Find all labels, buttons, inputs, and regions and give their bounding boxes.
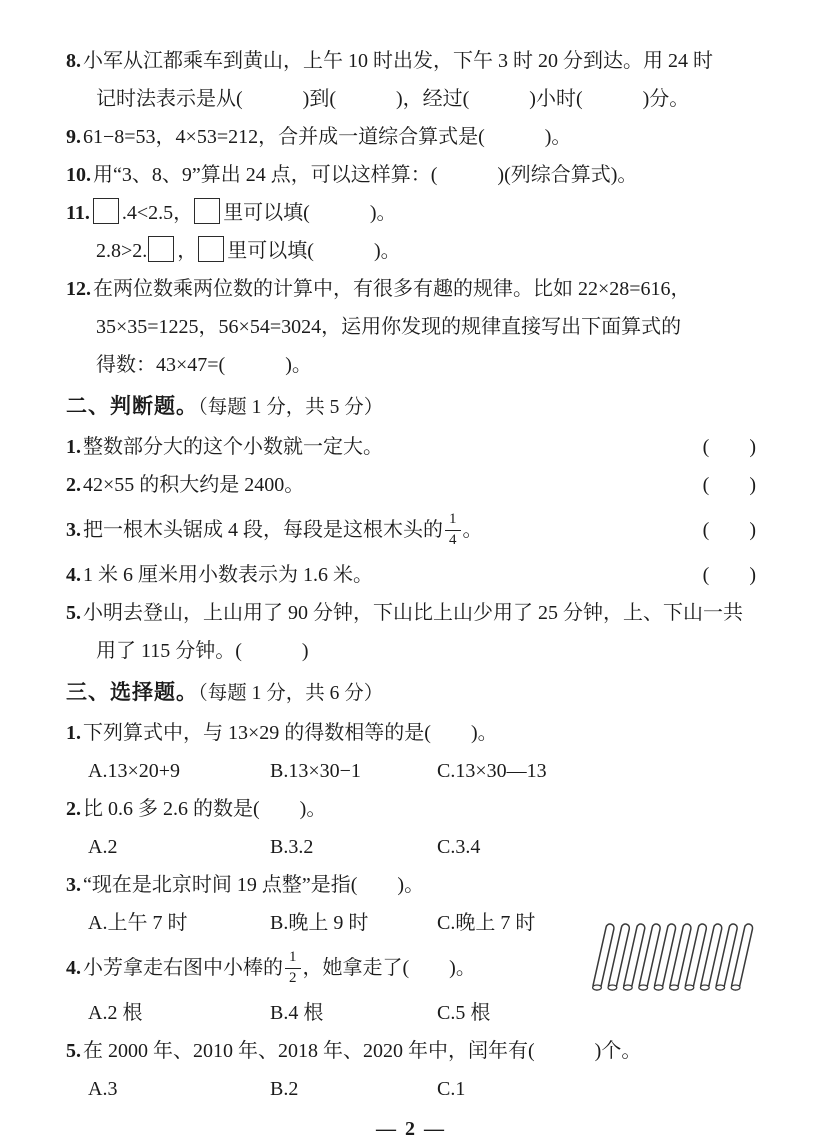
question-text: 42×55 的积大约是 2400。 [83, 474, 305, 496]
question-text: 在 2000 年、2010 年、2018 年、2020 年中，闰年有( )个。 [83, 1040, 642, 1062]
fraction-denominator: 4 [449, 531, 457, 548]
option-c: C.3.4 [437, 836, 481, 858]
question-text: 小军从江都乘车到黄山，上午 10 时出发，下午 3 时 20 分到达。用 24 时 [83, 50, 713, 72]
choice-question-5-options [66, 1070, 756, 1108]
question-text: 1 米 6 厘米用小数表示为 1.6 米。 [83, 564, 373, 586]
blank-box [148, 236, 174, 262]
option-c: C.晚上 7 时 [437, 912, 536, 934]
choice-question-3 [66, 866, 756, 904]
section-judge-header [66, 386, 756, 428]
option-c: C.5 根 [437, 1002, 491, 1024]
question-text: 整数部分大的这个小数就一定大。 [83, 436, 383, 458]
question-number: 2. [66, 798, 81, 820]
answer-parentheses: ( ) [702, 436, 756, 458]
question-text: 用了 115 分钟。( ) [96, 640, 309, 662]
choice-question-5 [66, 1032, 756, 1070]
judge-question-3 [66, 504, 756, 556]
question-12-line-2 [66, 308, 756, 346]
judge-question-5-line-1 [66, 594, 756, 632]
answer-parentheses: ( ) [702, 474, 756, 496]
question-text: 35×35=1225，56×54=3024，运用你发现的规律直接写出下面算式的 [96, 316, 682, 338]
question-text: 。 [462, 519, 483, 541]
question-number: 3. [66, 519, 81, 541]
question-9 [66, 118, 756, 156]
option-b: B.晚上 9 时 [270, 912, 369, 934]
question-number: 11. [66, 202, 90, 224]
question-number: 2. [66, 474, 81, 496]
choice-question-2-options [66, 828, 756, 866]
choice-question-2 [66, 790, 756, 828]
question-text: 比 0.6 多 2.6 的数是( )。 [83, 798, 327, 820]
option-c: C.13×30—13 [437, 760, 547, 782]
question-number: 4. [66, 564, 81, 586]
option-b: B.2 [270, 1078, 299, 1100]
question-text: 小芳拿走右图中小棒的 [83, 957, 283, 979]
section-title: 三、选择题。 [66, 680, 198, 704]
question-text: 得数：43×47=( )。 [96, 354, 312, 376]
choice-question-1-options [66, 752, 756, 790]
question-text: 用“3、8、9”算出 24 点，可以这样算：( )(列综合算式)。 [93, 164, 638, 186]
choice-question-4-options [66, 994, 756, 1032]
fraction-numerator: 1 [285, 949, 301, 969]
blank-box [93, 198, 119, 224]
question-12-line-1 [66, 270, 756, 308]
question-text: 下列算式中，与 13×29 的得数相等的是( )。 [83, 722, 498, 744]
page-number: — 2 — [376, 1118, 446, 1140]
question-text: 把一根木头锯成 4 段，每段是这根木头的 [83, 519, 443, 541]
judge-question-1 [66, 428, 756, 466]
answer-parentheses: ( ) [702, 564, 756, 586]
choice-question-1 [66, 714, 756, 752]
section-note: （每题 1 分，共 5 分） [198, 397, 384, 418]
question-number: 9. [66, 126, 81, 148]
section-note: （每题 1 分，共 6 分） [198, 683, 384, 704]
option-a: A.2 [88, 836, 118, 858]
judge-question-5-line-2 [66, 632, 756, 670]
question-text: 里可以填( )。 [223, 202, 397, 224]
option-b: B.4 根 [270, 1002, 324, 1024]
question-10 [66, 156, 756, 194]
question-8-line-1 [66, 42, 756, 80]
blank-box [194, 198, 220, 224]
question-number: 1. [66, 722, 81, 744]
question-text: .4<2.5， [121, 202, 194, 224]
question-12-line-3 [66, 346, 756, 384]
answer-parentheses: ( ) [702, 519, 756, 541]
question-number: 1. [66, 436, 81, 458]
option-b: B.3.2 [270, 836, 314, 858]
option-c: C.1 [437, 1078, 466, 1100]
blank-box [198, 236, 224, 262]
question-8-line-2 [66, 80, 756, 118]
question-text: 记时法表示是从( )到( )，经过( )小时( )分。 [96, 88, 690, 110]
question-number: 12. [66, 278, 91, 300]
question-number: 3. [66, 874, 81, 896]
question-text: ， [177, 240, 198, 262]
question-text: 里可以填( )。 [227, 240, 401, 262]
question-text: “现在是北京时间 19 点整”是指( )。 [83, 874, 425, 896]
question-number: 5. [66, 602, 81, 624]
option-a: A.13×20+9 [88, 760, 181, 782]
question-text: 2.8>2. [96, 240, 148, 262]
fraction [285, 949, 301, 988]
fraction-numerator: 1 [445, 511, 461, 531]
judge-question-2 [66, 466, 756, 504]
option-b: B.13×30−1 [270, 760, 361, 782]
section-choice-header [66, 672, 756, 714]
question-number: 10. [66, 164, 91, 186]
judge-question-4 [66, 556, 756, 594]
fraction-denominator: 2 [289, 969, 297, 986]
option-a: A.2 根 [88, 1002, 143, 1024]
question-11-line-2 [66, 232, 756, 270]
question-number: 4. [66, 957, 81, 979]
option-a: A.3 [88, 1078, 118, 1100]
sticks-figure [586, 920, 758, 996]
fraction [445, 511, 461, 550]
section-title: 二、判断题。 [66, 394, 198, 418]
question-text: 在两位数乘两位数的计算中，有很多有趣的规律。比如 22×28=616， [93, 278, 691, 300]
option-a: A.上午 7 时 [88, 912, 188, 934]
question-number: 8. [66, 50, 81, 72]
question-number: 5. [66, 1040, 81, 1062]
question-text: 小明去登山，上山用了 90 分钟，下山比上山少用了 25 分钟，上、下山一共 [83, 602, 743, 624]
question-11-line-1 [66, 194, 756, 232]
question-text: ，她拿走了( )。 [302, 957, 476, 979]
question-text: 61−8=53，4×53=212，合并成一道综合算式是( )。 [83, 126, 572, 148]
choice-question-4-block [66, 942, 756, 1032]
